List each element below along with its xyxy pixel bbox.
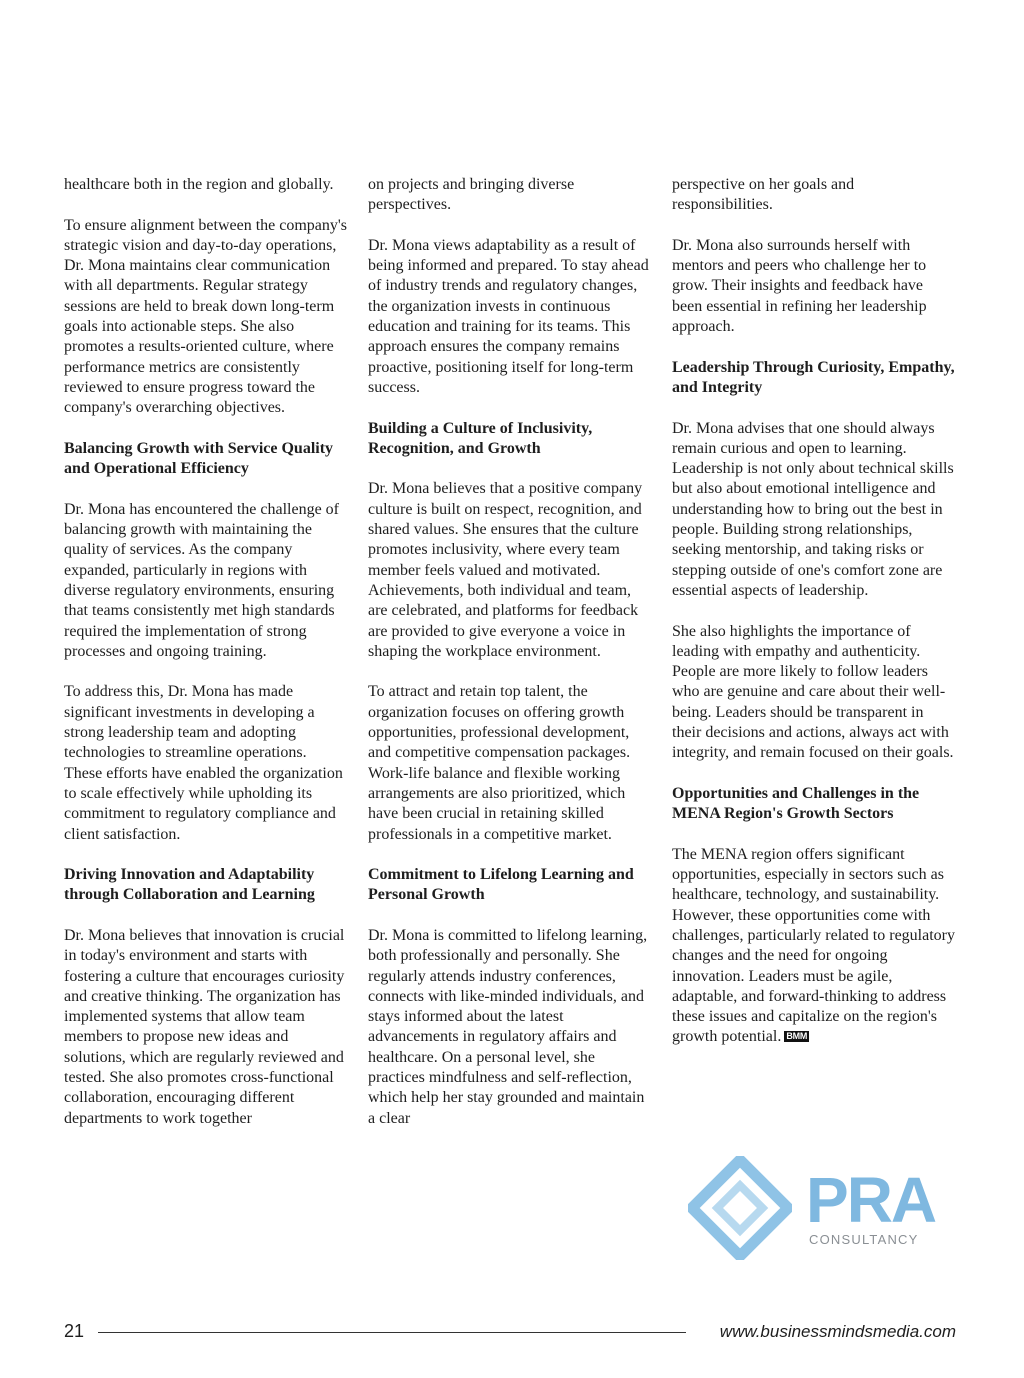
paragraph (368, 926, 652, 1129)
paragraph-text: To address this, Dr. Mona has made significant investments in developing a strong leadership team and adopting technologies to streamline operations. These efforts have enabled the organization to scale effectively while upholding its commitment to regulatory compliance and client satisfaction. (64, 683, 343, 843)
paragraph (64, 216, 348, 419)
paragraph (64, 682, 348, 844)
website-link[interactable]: www.businessmindsmedia.com (719, 1322, 956, 1341)
section-heading (672, 784, 956, 825)
paragraph-text: To ensure alignment between the company's strategic vision and day-to-day operations, Dr. Mona maintains clear communication with all departments. Regular strategy sessions are held to break down long-term goals into actionable steps. She also promotes a results-oriented culture, where performance metrics are consistently reviewed to ensure progress toward the company's overarching objectives. (64, 216, 348, 417)
paragraph-text: Dr. Mona has encountered the challenge of balancing growth with maintaining the quality of services. As the company expanded, particularly in regions with diverse regulatory environments, ensuring that teams consistently met high standards required the implementation of strong processes and ongoing training. (64, 500, 340, 660)
article-column-3 (672, 175, 956, 1068)
paragraph (672, 419, 956, 602)
paragraph-text: Dr. Mona believes that a positive company culture is built on respect, recognition, and shared values. She ensures that the culture promotes inclusivity, where every team member feels valued and motivated. Achievements, both individual and team, are celebrated, and platforms for feedback are provided to give everyone a voice in shaping the workplace environment. (368, 480, 643, 660)
paragraph (368, 479, 652, 662)
paragraph-text: To attract and retain top talent, the organization focuses on offering growth opportunities, professional development, and competitive compensation packages. Work-life balance and flexible working arrangements are also prioritized, which have been crucial in retaining skilled professionals in a competitive market. (368, 683, 631, 843)
paragraph-text: healthcare both in the region and globally. (64, 176, 334, 193)
section-heading (368, 865, 652, 906)
paragraph-text: Dr. Mona views adaptability as a result of being informed and prepared. To stay ahead of industry trends and regulatory changes, the organization invests in continuous education and training for its teams. This approach ensures the company remains proactive, positioning itself for long-term success. (368, 236, 649, 396)
logo-wordmark: PRA (806, 1164, 936, 1236)
section-heading (64, 439, 348, 480)
paragraph-text: perspective on her goals and responsibilities. (672, 176, 855, 214)
heading-text: Opportunities and Challenges in the MENA Region's Growth Sectors (672, 784, 920, 823)
article-column-1 (64, 175, 348, 1149)
paragraph (64, 926, 348, 1129)
paragraph-text: on projects and bringing diverse perspectives. (368, 176, 575, 214)
page-number: 21 (64, 1321, 85, 1341)
page-footer (64, 1318, 960, 1346)
pra-consultancy-logo (688, 1156, 948, 1260)
heading-text: Balancing Growth with Service Quality and Operational Efficiency (64, 439, 334, 478)
paragraph (672, 622, 956, 764)
paragraph-text: Dr. Mona believes that innovation is crucial in today's environment and starts with fostering a culture that encourages curiosity and creative thinking. The organization has implemented systems that allow team members to propose new ideas and solutions, which are regularly reviewed and tested. She also promotes cross-functional collaboration, encouraging different departments to work together (64, 926, 345, 1127)
section-heading (64, 865, 348, 906)
end-badge: BMM (786, 1031, 808, 1042)
paragraph (368, 236, 652, 398)
paragraph (64, 175, 348, 195)
paragraph (672, 175, 956, 216)
paragraph (368, 175, 652, 216)
paragraph (672, 845, 956, 1048)
footer-divider (98, 1332, 686, 1333)
paragraph-text: The MENA region offers significant opportunities, especially in sectors such as healthcare, technology, and sustainability. However, these opportunities come with challenges, particularly related to regulatory changes and the need for ongoing innovation. Leaders must be agile, adaptable, and forward-thinking to address these issues and capitalize on the region's growth potential. (672, 845, 955, 1046)
paragraph-text: Dr. Mona is committed to lifelong learning, both professionally and personally. She regularly attends industry conferences, connects with like-minded individuals, and stays informed about the latest advancements in regulatory affairs and healthcare. On a personal level, she practices mindfulness and self-reflection, which help her stay grounded and maintain a clear (368, 926, 648, 1127)
heading-text: Commitment to Lifelong Learning and Personal Growth (368, 866, 634, 904)
heading-text: Driving Innovation and Adaptability through Collaboration and Learning (64, 866, 315, 904)
paragraph (672, 236, 956, 337)
heading-text: Building a Culture of Inclusivity, Recognition, and Growth (368, 419, 593, 457)
paragraph (368, 682, 652, 844)
section-heading (368, 419, 652, 460)
article-column-2 (368, 175, 652, 1149)
heading-text: Leadership Through Curiosity, Empathy, and Integrity (672, 358, 955, 396)
section-heading (672, 358, 956, 399)
paragraph-text: She also highlights the importance of leading with empathy and authenticity. People are more likely to follow leaders who are genuine and care about their well-being. Leaders should be transparent in their decisions and actions, always act with integrity, and remain focused on their goals. (672, 622, 954, 762)
pra-diamond-icon (688, 1156, 792, 1260)
logo-subtitle: CONSULTANCY (809, 1232, 919, 1247)
paragraph-text: Dr. Mona advises that one should always remain curious and open to learning. Leadership is not only about technical skills but also about emotional intelligence and understanding how to bring out the best in people. Building strong relationships, seeking mentorship, and taking risks or stepping outside of one's comfort zone are essential aspects of leadership. (672, 419, 954, 599)
paragraph-text: Dr. Mona also surrounds herself with mentors and peers who challenge her to grow. Their insights and feedback have been essential in refining her leadership approach. (672, 236, 927, 336)
paragraph (64, 500, 348, 662)
